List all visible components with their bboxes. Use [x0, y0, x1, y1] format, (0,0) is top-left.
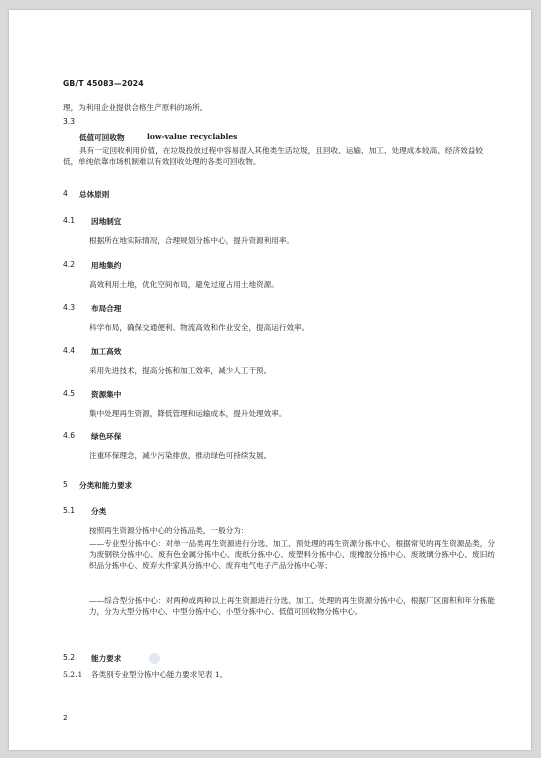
term-chinese: 低值可回收物	[79, 133, 125, 142]
standard-number: GB/T 45083—2024	[63, 79, 144, 88]
clause-5-1-bullet-specialized: ——专业型分拣中心：对单一品类再生资源进行分选、加工、预处理的再生资源分拣中心，根据常见的再生资源品类，分为废钢铁分拣中心、废有色金属分拣中心、废纸分拣中心、废塑料分拣中心、废橡胶分拣中心、废玻璃分拣中心、废旧纺织品分拣中心、废弃大件家具分拣中心、废弃电气电子产品分拣中心等；	[89, 539, 495, 570]
clause-4-4-number: 4.4	[63, 346, 76, 355]
clause-5-1-title: 分类	[91, 507, 107, 516]
clause-4-5-text: 集中处理再生资源，降低管理和运输成本，提升处理效率。	[89, 409, 287, 418]
clause-5-1-bullet-comprehensive: ——综合型分拣中心：对两种或两种以上再生资源进行分选、加工、处理的再生资源分拣中心，根据厂区面积和年分拣能力，分为大型分拣中心、中型分拣中心、小型分拣中心、低值可回收物分拣中心。	[89, 596, 495, 616]
clause-5-2-1-text: 各类别专业型分拣中心能力要求见表 1。	[91, 670, 228, 679]
clause-4-2-number: 4.2	[63, 260, 76, 269]
clause-4-5-number: 4.5	[63, 389, 76, 398]
clause-4-1-title: 因地制宜	[91, 217, 122, 226]
clause-4-4-text: 采用先进技术，提高分拣和加工效率，减少人工干预。	[89, 366, 272, 375]
clause-4-2-text: 高效利用土地，优化空间布局，避免过度占用土地资源。	[89, 280, 279, 289]
clause-5-2-number: 5.2	[63, 653, 76, 662]
page-number: 2	[63, 713, 68, 722]
clause-4-3-number: 4.3	[63, 303, 76, 312]
section-5-title: 分类和能力要求	[79, 481, 133, 490]
clause-4-6-text: 注重环保理念，减少污染排放，推动绿色可持续发展。	[89, 451, 272, 460]
clause-4-3-title: 布局合理	[91, 304, 122, 313]
clause-4-6-number: 4.6	[63, 431, 76, 440]
term-english: low-value recyclables	[147, 132, 238, 141]
clause-4-6-title: 绿色环保	[91, 432, 122, 441]
continued-paragraph: 理，为利用企业提供合格生产原料的场所。	[63, 103, 208, 112]
document-page	[9, 10, 531, 750]
watermark-stamp-icon	[149, 653, 160, 664]
section-4-number: 4	[63, 189, 68, 198]
clause-5-2-title: 能力要求	[91, 654, 122, 663]
clause-4-4-title: 加工高效	[91, 347, 122, 356]
clause-5-1-intro: 按照再生资源分拣中心的分拣品类，一般分为：	[89, 526, 249, 535]
section-4-title: 总体原则	[79, 190, 110, 199]
clause-4-3-text: 科学布局，确保交通便利、物流高效和作业安全，提高运行效率。	[89, 323, 310, 332]
clause-4-1-number: 4.1	[63, 216, 76, 225]
section-5-number: 5	[63, 480, 68, 489]
clause-5-1-number: 5.1	[63, 506, 76, 515]
clause-3-3-number: 3.3	[63, 117, 76, 126]
term-definition: 具有一定回收利用价值，在垃圾投放过程中容易混入其他类生活垃圾，且回收、运输、加工、处理成本较高、经济效益较低，单纯依靠市场机制难以有效回收处理的各类可回收物。	[63, 146, 483, 166]
clause-4-1-text: 根据所在地实际情况，合理规划分拣中心，提升资源利用率。	[89, 236, 295, 245]
clause-5-2-1-number: 5.2.1	[63, 670, 83, 679]
clause-4-2-title: 用地集约	[91, 261, 122, 270]
clause-4-5-title: 资源集中	[91, 390, 122, 399]
